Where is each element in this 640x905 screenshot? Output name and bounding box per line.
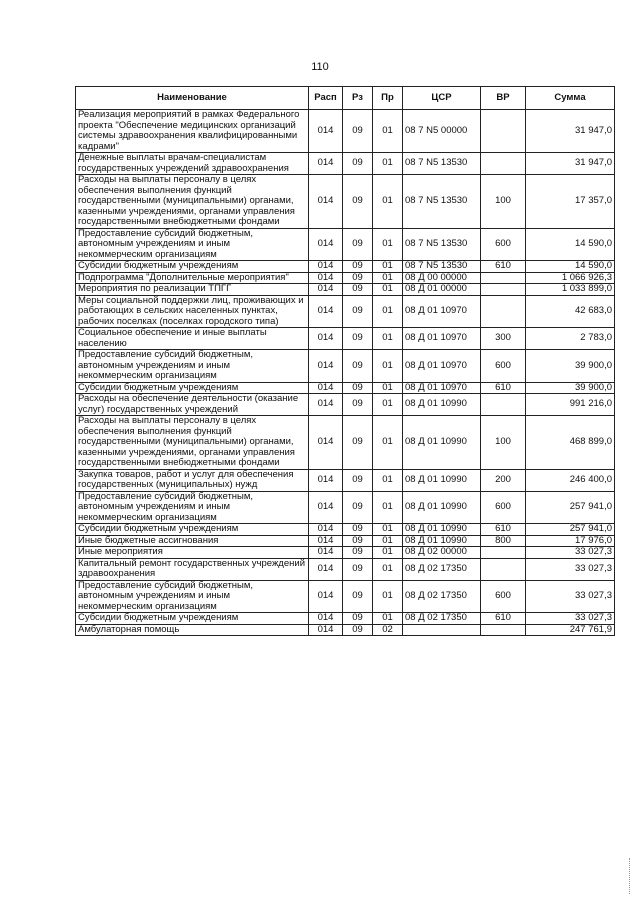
column-header-vr: ВР: [481, 87, 526, 110]
cell-vr: 100: [481, 175, 526, 229]
table-row: [76, 580, 615, 613]
cell-csr: 08 Д 01 10990: [403, 394, 481, 416]
cell-rasp: 014: [309, 524, 343, 536]
cell-rz: 09: [343, 261, 373, 273]
cell-vr: 610: [481, 382, 526, 394]
table-row: [76, 613, 615, 625]
cell-rz: 09: [343, 350, 373, 383]
cell-rz: 09: [343, 558, 373, 580]
cell-vr: [481, 624, 526, 636]
cell-name: Предоставление субсидий бюджетным, автономным учреждениям и иным некоммерческим организациям: [76, 580, 309, 613]
cell-name: Предоставление субсидий бюджетным, автономным учреждениям и иным некоммерческим организациям: [76, 491, 309, 524]
cell-rz: 09: [343, 295, 373, 328]
table-row: [76, 272, 615, 284]
cell-name: Предоставление субсидий бюджетным, автономным учреждениям и иным некоммерческим организациям: [76, 228, 309, 261]
cell-rasp: 014: [309, 382, 343, 394]
cell-sum: 31 947,0: [526, 110, 615, 153]
cell-rz: 09: [343, 228, 373, 261]
table-row: [76, 110, 615, 153]
table-row: [76, 558, 615, 580]
table-row: [76, 175, 615, 229]
cell-csr: [403, 624, 481, 636]
cell-name: Субсидии бюджетным учреждениям: [76, 524, 309, 536]
cell-vr: 600: [481, 491, 526, 524]
cell-sum: 39 900,0: [526, 382, 615, 394]
cell-rz: 09: [343, 328, 373, 350]
column-header-pr: Пр: [373, 87, 403, 110]
cell-rasp: 014: [309, 175, 343, 229]
cell-pr: 01: [373, 175, 403, 229]
cell-pr: 01: [373, 272, 403, 284]
cell-sum: 33 027,3: [526, 547, 615, 559]
cell-name: Подпрограмма "Дополнительные мероприятия": [76, 272, 309, 284]
table-row: [76, 350, 615, 383]
budget-table: [75, 86, 615, 636]
cell-sum: 468 899,0: [526, 416, 615, 470]
cell-csr: 08 Д 01 10990: [403, 524, 481, 536]
cell-name: Мероприятия по реализации ТПГГ: [76, 284, 309, 296]
cell-rasp: 014: [309, 394, 343, 416]
cell-rasp: 014: [309, 580, 343, 613]
cell-csr: 08 Д 01 00000: [403, 284, 481, 296]
cell-csr: 08 7 N5 13530: [403, 228, 481, 261]
cell-vr: 600: [481, 350, 526, 383]
cell-name: Субсидии бюджетным учреждениям: [76, 382, 309, 394]
cell-pr: 01: [373, 535, 403, 547]
cell-sum: 31 947,0: [526, 153, 615, 175]
cell-rz: 09: [343, 175, 373, 229]
cell-rasp: 014: [309, 284, 343, 296]
cell-rasp: 014: [309, 261, 343, 273]
cell-pr: 01: [373, 261, 403, 273]
table-row: [76, 295, 615, 328]
table-row: [76, 491, 615, 524]
cell-csr: 08 Д 01 10970: [403, 328, 481, 350]
table-header-row: [76, 87, 615, 110]
cell-pr: 01: [373, 382, 403, 394]
cell-name: Расходы на выплаты персоналу в целях обеспечения выполнения функций государственными (муниципальными) органами, казенными учреждениями, органами управления государственными внебюджетными фондами: [76, 416, 309, 470]
cell-rasp: 014: [309, 295, 343, 328]
cell-csr: 08 Д 01 10990: [403, 469, 481, 491]
cell-sum: 247 761,9: [526, 624, 615, 636]
cell-sum: 33 027,3: [526, 613, 615, 625]
table-row: [76, 382, 615, 394]
cell-rz: 09: [343, 624, 373, 636]
cell-csr: 08 7 N5 13530: [403, 261, 481, 273]
cell-sum: 246 400,0: [526, 469, 615, 491]
table-row: [76, 284, 615, 296]
cell-rasp: 014: [309, 228, 343, 261]
cell-pr: 01: [373, 613, 403, 625]
cell-rasp: 014: [309, 272, 343, 284]
cell-name: Субсидии бюджетным учреждениям: [76, 261, 309, 273]
table-row: [76, 624, 615, 636]
cell-rz: 09: [343, 580, 373, 613]
cell-pr: 01: [373, 547, 403, 559]
cell-name: Меры социальной поддержки лиц, проживающих и работающих в сельских населенных пунктах, рабочих поселках (поселках городского типа): [76, 295, 309, 328]
cell-rasp: 014: [309, 558, 343, 580]
cell-csr: 08 Д 01 10970: [403, 295, 481, 328]
cell-csr: 08 Д 01 10970: [403, 382, 481, 394]
column-header-rasp: Расп: [309, 87, 343, 110]
cell-pr: 01: [373, 394, 403, 416]
cell-rz: 09: [343, 110, 373, 153]
page-number: 110: [311, 61, 329, 73]
table-row: [76, 153, 615, 175]
cell-rasp: 014: [309, 491, 343, 524]
table-row: [76, 228, 615, 261]
cell-sum: 17 976,0: [526, 535, 615, 547]
cell-pr: 01: [373, 524, 403, 536]
cell-rz: 09: [343, 524, 373, 536]
cell-sum: 14 590,0: [526, 228, 615, 261]
cell-name: Закупка товаров, работ и услуг для обеспечения государственных (муниципальных) нужд: [76, 469, 309, 491]
table-row: [76, 416, 615, 470]
cell-vr: 200: [481, 469, 526, 491]
cell-name: Иные бюджетные ассигнования: [76, 535, 309, 547]
cell-sum: 257 941,0: [526, 491, 615, 524]
cell-rz: 09: [343, 394, 373, 416]
cell-rz: 09: [343, 416, 373, 470]
cell-csr: 08 Д 00 00000: [403, 272, 481, 284]
cell-rasp: 014: [309, 153, 343, 175]
cell-pr: 01: [373, 416, 403, 470]
table-row: [76, 328, 615, 350]
cell-csr: 08 Д 02 17350: [403, 580, 481, 613]
cell-rz: 09: [343, 153, 373, 175]
table-body: [76, 110, 615, 636]
cell-vr: 610: [481, 261, 526, 273]
cell-csr: 08 Д 02 17350: [403, 558, 481, 580]
cell-rz: 09: [343, 547, 373, 559]
cell-vr: 600: [481, 580, 526, 613]
cell-vr: 100: [481, 416, 526, 470]
table-row: [76, 547, 615, 559]
cell-rasp: 014: [309, 350, 343, 383]
cell-rz: 09: [343, 613, 373, 625]
cell-name: Иные мероприятия: [76, 547, 309, 559]
cell-sum: 1 033 899,0: [526, 284, 615, 296]
cell-pr: 01: [373, 110, 403, 153]
cell-name: Амбулаторная помощь: [76, 624, 309, 636]
cell-vr: 610: [481, 613, 526, 625]
cell-name: Реализация мероприятий в рамках Федерального проекта "Обеспечение медицинских организаций системы здравоохранения квалифицированными кадрами": [76, 110, 309, 153]
cell-vr: [481, 153, 526, 175]
cell-pr: 01: [373, 491, 403, 524]
cell-rasp: 014: [309, 110, 343, 153]
cell-vr: 600: [481, 228, 526, 261]
cell-rz: 09: [343, 284, 373, 296]
cell-pr: 01: [373, 284, 403, 296]
cell-name: Субсидии бюджетным учреждениям: [76, 613, 309, 625]
cell-sum: 17 357,0: [526, 175, 615, 229]
cell-vr: [481, 284, 526, 296]
table-row: [76, 394, 615, 416]
cell-csr: 08 7 N5 00000: [403, 110, 481, 153]
cell-csr: 08 Д 01 10990: [403, 535, 481, 547]
cell-rasp: 014: [309, 613, 343, 625]
table-row: [76, 469, 615, 491]
cell-vr: [481, 558, 526, 580]
cell-rz: 09: [343, 535, 373, 547]
cell-rasp: 014: [309, 535, 343, 547]
cell-sum: 991 216,0: [526, 394, 615, 416]
cell-csr: 08 Д 02 17350: [403, 613, 481, 625]
cell-sum: 39 900,0: [526, 350, 615, 383]
cell-sum: 2 783,0: [526, 328, 615, 350]
cell-vr: 300: [481, 328, 526, 350]
cell-name: Расходы на выплаты персоналу в целях обеспечения выполнения функций государственными (муниципальными) органами, казенными учреждениями, органами управления государственными внебюджетными фондами: [76, 175, 309, 229]
cell-pr: 01: [373, 328, 403, 350]
cell-vr: 800: [481, 535, 526, 547]
cell-csr: 08 Д 01 10970: [403, 350, 481, 383]
cell-rasp: 014: [309, 416, 343, 470]
cell-csr: 08 7 N5 13530: [403, 175, 481, 229]
cell-rz: 09: [343, 272, 373, 284]
column-header-csr: ЦСР: [403, 87, 481, 110]
column-header-name: Наименование: [76, 87, 309, 110]
cell-name: Капитальный ремонт государственных учреждений здравоохранения: [76, 558, 309, 580]
table-row: [76, 524, 615, 536]
margin-marks: [629, 858, 636, 894]
cell-pr: 01: [373, 350, 403, 383]
cell-name: Социальное обеспечение и иные выплаты населению: [76, 328, 309, 350]
cell-sum: 257 941,0: [526, 524, 615, 536]
cell-vr: 610: [481, 524, 526, 536]
cell-rz: 09: [343, 469, 373, 491]
table-row: [76, 261, 615, 273]
cell-csr: 08 Д 01 10990: [403, 491, 481, 524]
cell-rasp: 014: [309, 469, 343, 491]
cell-rasp: 014: [309, 624, 343, 636]
cell-vr: [481, 394, 526, 416]
cell-vr: [481, 272, 526, 284]
cell-vr: [481, 547, 526, 559]
cell-pr: 01: [373, 153, 403, 175]
cell-rz: 09: [343, 382, 373, 394]
table-row: [76, 535, 615, 547]
cell-csr: 08 Д 01 10990: [403, 416, 481, 470]
cell-csr: 08 Д 02 00000: [403, 547, 481, 559]
cell-sum: 1 066 926,3: [526, 272, 615, 284]
cell-sum: 33 027,3: [526, 580, 615, 613]
cell-sum: 42 683,0: [526, 295, 615, 328]
cell-rasp: 014: [309, 547, 343, 559]
cell-pr: 01: [373, 580, 403, 613]
cell-name: Денежные выплаты врачам-специалистам государственных учреждений здравоохранения: [76, 153, 309, 175]
cell-vr: [481, 110, 526, 153]
cell-name: Расходы на обеспечение деятельности (оказание услуг) государственных учреждений: [76, 394, 309, 416]
cell-vr: [481, 295, 526, 328]
cell-pr: 01: [373, 469, 403, 491]
cell-pr: 01: [373, 295, 403, 328]
cell-pr: 01: [373, 558, 403, 580]
column-header-rz: Рз: [343, 87, 373, 110]
cell-name: Предоставление субсидий бюджетным, автономным учреждениям и иным некоммерческим организациям: [76, 350, 309, 383]
cell-sum: 14 590,0: [526, 261, 615, 273]
cell-sum: 33 027,3: [526, 558, 615, 580]
cell-pr: 01: [373, 228, 403, 261]
column-header-sum: Сумма: [526, 87, 615, 110]
cell-csr: 08 7 N5 13530: [403, 153, 481, 175]
cell-rz: 09: [343, 491, 373, 524]
cell-pr: 02: [373, 624, 403, 636]
cell-rasp: 014: [309, 328, 343, 350]
